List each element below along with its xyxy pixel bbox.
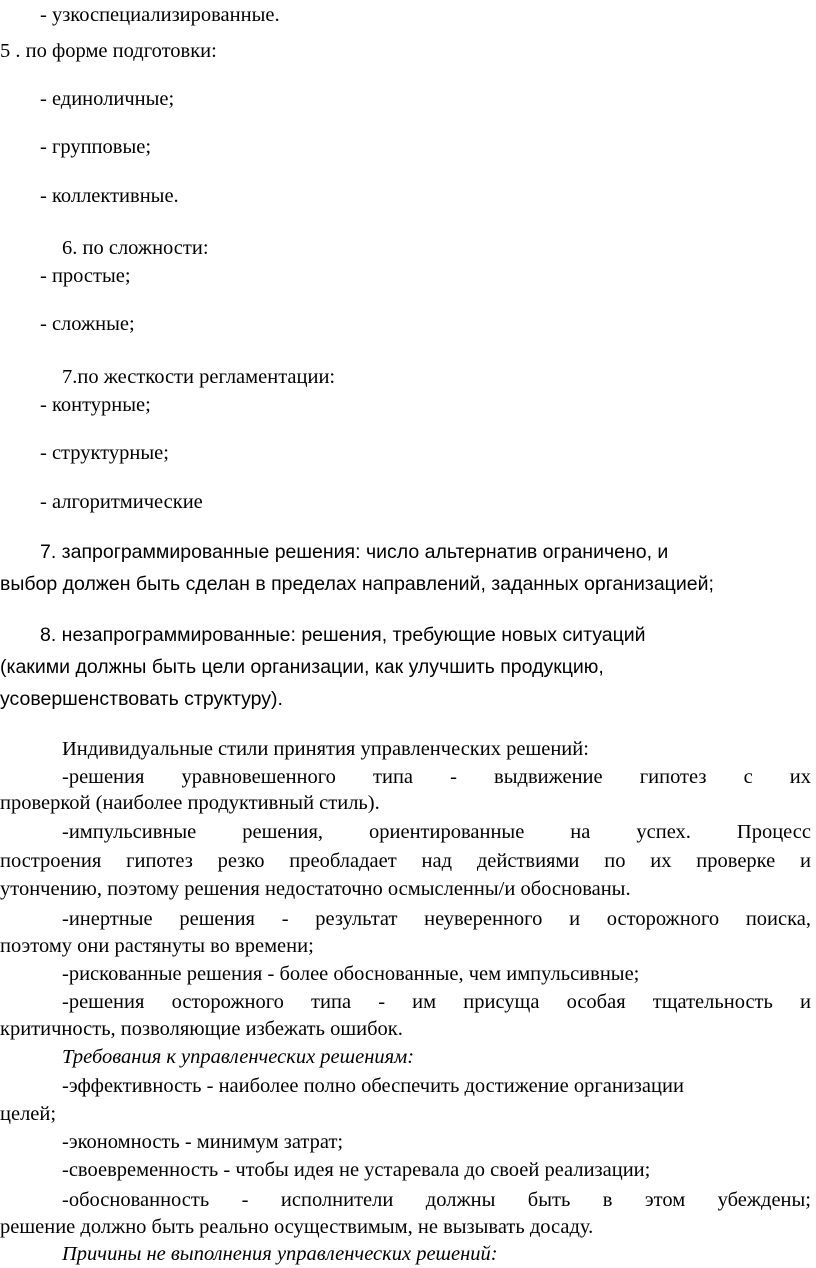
paragraph-line: -эффективность - наиболее полно обеспечить достижение организации — [62, 1075, 684, 1097]
list-item: - коллективные. — [40, 185, 179, 207]
list-item: - единоличные; — [40, 88, 175, 110]
paragraph-line: 7. запрограммированные решения: число альтернатив ограничено, и — [40, 541, 669, 563]
paragraph-line: решение должно быть реально осуществимым, не вызывать досаду. — [0, 1216, 594, 1238]
paragraph-line: -рискованные решения - более обоснованные, чем импульсивные; — [62, 963, 640, 985]
list-item: - узкоспециализированные. — [40, 4, 280, 26]
paragraph-line: усовершенствовать структуру). — [0, 688, 283, 710]
paragraph-line: утончению, поэтому решения недостаточно осмысленны/и обоснованы. — [0, 878, 631, 900]
section-heading: 5 . по форме подготовки: — [0, 40, 217, 62]
paragraph-line: -решения осторожного типа - им присуща особая тщательность и — [62, 991, 811, 1013]
list-item: - простые; — [40, 265, 131, 287]
paragraph-line: проверкой (наиболее продуктивный стиль). — [0, 792, 380, 814]
italic-heading: Требования к управленческих решениям: — [62, 1046, 415, 1068]
paragraph-heading: Индивидуальные стили принятия управленческих решений: — [62, 738, 589, 760]
paragraph-line: (какими должны быть цели организации, как улучшить продукцию, — [0, 656, 604, 678]
paragraph-line: -инертные решения - результат неуверенного и осторожного поиска, — [62, 908, 811, 930]
list-item: - структурные; — [40, 442, 169, 464]
section-heading: 7.по жесткости регламентации: — [62, 366, 336, 388]
paragraph-line: -импульсивные решения, ориентированные на успех. Процесс — [62, 821, 811, 843]
list-item: - контурные; — [40, 394, 151, 416]
list-item: - сложные; — [40, 313, 135, 335]
paragraph-line: критичность, позволяющие избежать ошибок. — [0, 1018, 403, 1040]
paragraph-line: -своевременность - чтобы идея не устаревала до своей реализации; — [62, 1159, 651, 1181]
italic-heading: Причины не выполнения управленческих решений: — [62, 1243, 498, 1265]
section-heading: 6. по сложности: — [62, 237, 209, 259]
paragraph-line: -экономность - минимум затрат; — [62, 1131, 344, 1153]
paragraph-line: -обоснованность - исполнители должны быть в этом убеждены; — [62, 1189, 811, 1211]
list-item: - алгоритмические — [40, 491, 203, 513]
paragraph-line: построения гипотез резко преобладает над действиями по их проверке и — [0, 850, 811, 872]
paragraph-line: 8. незапрограммированные: решения, требующие новых ситуаций — [40, 624, 646, 646]
list-item: - групповые; — [40, 136, 152, 158]
paragraph-line: поэтому они растянуты во времени; — [0, 935, 314, 957]
paragraph-line: целей; — [0, 1103, 57, 1125]
paragraph-line: выбор должен быть сделан в пределах направлений, заданных организацией; — [0, 573, 714, 595]
paragraph-line: -решения уравновешенного типа - выдвижение гипотез с их — [62, 766, 811, 788]
